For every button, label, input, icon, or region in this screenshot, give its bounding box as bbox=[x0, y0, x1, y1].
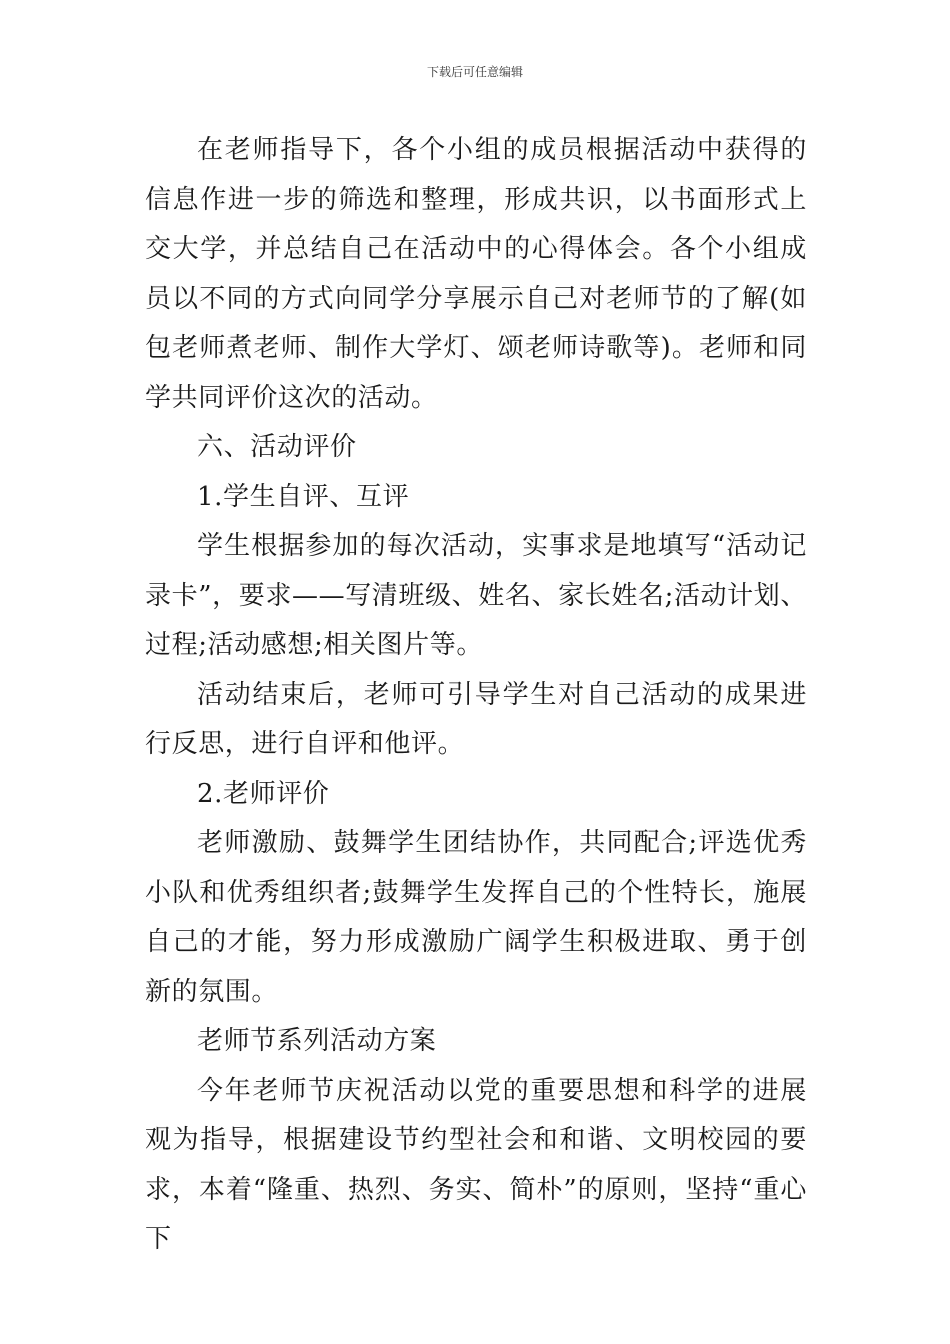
document-body bbox=[145, 126, 807, 1265]
paragraph-reflection: 活动结束后，老师可引导学生对自己活动的成果进行反思，进行自评和他评。 bbox=[145, 679, 807, 759]
section-title-activity-plan: 老师节系列活动方案 bbox=[197, 1026, 437, 1056]
subheading-teacher-evaluation: 2.老师评价 bbox=[197, 778, 330, 809]
subheading-self-evaluation: 1.学生自评、互评 bbox=[197, 481, 410, 512]
paragraph-teacher-encouragement: 老师激励、鼓舞学生团结协作，共同配合;评选优秀小队和优秀组织者;鼓舞学生发挥自己的个性特长，施展自己的才能，努力形成激励广阔学生积极进取、勇于创新的氛围。 bbox=[145, 828, 807, 1007]
paragraph-plan-intro: 今年老师节庆祝活动以党的重要思想和科学的进展观为指导，根据建设节约型社会和和谐、文明校园的要求，本着“隆重、热烈、务实、简朴”的原则，坚持“重心下 bbox=[145, 1075, 807, 1254]
paragraph-record-card: 学生根据参加的每次活动，实事求是地填写“活动记录卡”，要求——写清班级、姓名、家长姓名;活动计划、过程;活动感想;相关图片等。 bbox=[145, 531, 807, 660]
section-heading-evaluation: 六、活动评价 bbox=[197, 432, 357, 462]
page-header: 下载后可任意编辑 bbox=[426, 65, 523, 79]
paragraph-summary: 在老师指导下，各个小组的成员根据活动中获得的信息作进一步的筛选和整理，形成共识，以书面形式上交大学，并总结自己在活动中的心得体会。各个小组成员以不同的方式向同学分享展示自己对老师节的了解(如包老师煮老师、制作大学灯、颂老师诗歌等)。老师和同学共同评价这次的活动。 bbox=[145, 135, 807, 413]
